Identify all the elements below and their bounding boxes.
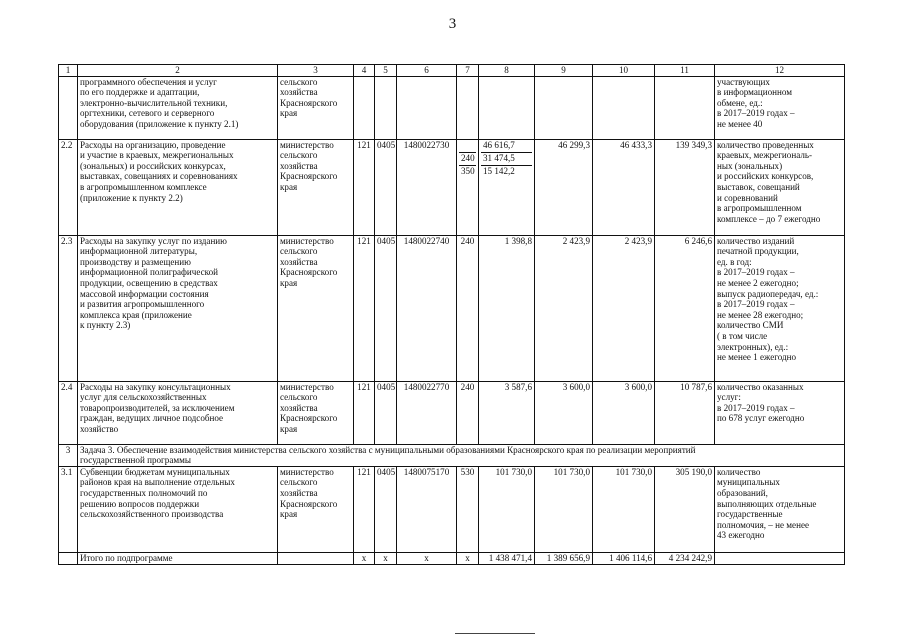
total-2017: 1 438 471,4 <box>479 552 535 564</box>
header-cell: 10 <box>593 65 655 77</box>
header-cell: 1 <box>59 65 78 77</box>
total-x: х <box>457 552 479 564</box>
rzpr-code: 0405 <box>375 466 397 552</box>
row-number: 3 <box>59 444 78 466</box>
amount-2018: 2 423,9 <box>535 235 593 381</box>
amount-2017: 101 730,0 <box>479 466 535 552</box>
table-row <box>59 381 845 444</box>
header-cell: 5 <box>375 65 397 77</box>
amount-2017-value: 46 616,7 <box>483 139 515 150</box>
header-cell: 3 <box>278 65 354 77</box>
amount-2019: 101 730,0 <box>593 466 655 552</box>
amount-2019: 46 433,3 <box>593 139 655 235</box>
amount-2018: 46 299,3 <box>535 139 593 235</box>
vr-code: 240 <box>461 152 475 163</box>
amount-2017 <box>479 139 535 235</box>
responsible-org: министерство сельского хозяйства Красноярского края <box>278 235 354 381</box>
amount-2018: 3 600,0 <box>535 381 593 444</box>
amount-2017: 3 587,6 <box>479 381 535 444</box>
measure-name: Субвенции бюджетам муниципальных районов края на выполнение отдельных государственных полномочий по решению вопросов поддержки сельскохозяйственного производства <box>78 466 278 552</box>
amount-2019: 3 600,0 <box>593 381 655 444</box>
grbs-code: 121 <box>354 381 375 444</box>
header-cell: 12 <box>715 65 845 77</box>
subprogram-table <box>58 64 845 565</box>
result-indicator: количество изданий печатной продукции, ед. в год: в 2017–2019 годах – не менее 2 ежегодно; выпуск радиопередач, ед.: в 2017–2019 годах – не менее 28 ежегодно; количество СМИ ( в том числе электронных), ед.: не менее 1 ежегодно <box>715 235 845 381</box>
responsible-org: министерство сельского хозяйства Красноярского края <box>278 139 354 235</box>
total-x: х <box>354 552 375 564</box>
amount-total: 305 190,0 <box>655 466 715 552</box>
measure-name: Расходы на закупку услуг по изданию информационной литературы, производству и размещению информационной полиграфической продукции, освещению в средствах массовой информации состояния и развития агропромышленного комплекса края (приложение к пункту 2.3) <box>78 235 278 381</box>
result-indicator: количество муниципальных образований, выполняющих отдельные государственные полномочия, – не менее 43 ежегодно <box>715 466 845 552</box>
vr-code: 350 <box>461 165 475 176</box>
header-row <box>59 65 845 77</box>
header-cell: 8 <box>479 65 535 77</box>
csr-code: 1480022730 <box>397 139 457 235</box>
table-row <box>59 139 845 235</box>
table-row <box>59 466 845 552</box>
header-cell: 2 <box>78 65 278 77</box>
amount-total: 10 787,6 <box>655 381 715 444</box>
amount-2018: 101 730,0 <box>535 466 593 552</box>
measure-name: программного обеспечения и услуг по его поддержке и адаптации, электронно-вычислительной техники, оргтехники, сетевого и серверного оборудования (приложение к пункту 2.1) <box>78 76 278 139</box>
amount-2019: 2 423,9 <box>593 235 655 381</box>
responsible-org: министерство сельского хозяйства Красноярского края <box>278 466 354 552</box>
vr-code: 530 <box>457 466 479 552</box>
header-cell: 7 <box>457 65 479 77</box>
total-x: х <box>397 552 457 564</box>
responsible-org: сельского хозяйства Красноярского края <box>278 76 354 139</box>
result-indicator: количество проведенных краевых, межрегиональ- ных (зональных) и российских конкурсов, выставок, совещаний и соревнований в агропромышленном комплексе – до 7 ежегодно <box>715 139 845 235</box>
measure-name: Расходы на организацию, проведение и участие в краевых, межрегиональных (зональных) и российских конкурсах, выставках, совещаниях и соревнованиях в агропромышленном комплексе (приложение к пункту 2.2) <box>78 139 278 235</box>
total-2019: 1 406 114,6 <box>593 552 655 564</box>
total-2018: 1 389 656,9 <box>535 552 593 564</box>
vr-code <box>459 140 476 152</box>
task-row <box>59 444 845 466</box>
vr-code: 240 <box>457 381 479 444</box>
grbs-code: 121 <box>354 466 375 552</box>
amount-total: 139 349,3 <box>655 139 715 235</box>
csr-code: 1480022740 <box>397 235 457 381</box>
rzpr-code: 0405 <box>375 381 397 444</box>
task-title: Задача 3. Обеспечение взаимодействия министерства сельского хозяйства с муниципальными образованиями Красноярского края по реализации мероприятий государственной программы <box>78 444 845 466</box>
csr-code: 1480022770 <box>397 381 457 444</box>
row-number: 3.1 <box>59 466 78 552</box>
footer-divider <box>455 633 535 634</box>
header-cell: 9 <box>535 65 593 77</box>
row-number: 2.4 <box>59 381 78 444</box>
amount-2017: 1 398,8 <box>479 235 535 381</box>
header-cell: 6 <box>397 65 457 77</box>
result-indicator: количество оказанных услуг: в 2017–2019 годах – по 678 услуг ежегодно <box>715 381 845 444</box>
header-cell: 11 <box>655 65 715 77</box>
responsible-org: министерство сельского хозяйства Красноярского края <box>278 381 354 444</box>
row-number: 2.3 <box>59 235 78 381</box>
total-row <box>59 552 845 564</box>
rzpr-code: 0405 <box>375 139 397 235</box>
table-row <box>59 235 845 381</box>
vr-codes <box>457 139 479 235</box>
total-x: х <box>375 552 397 564</box>
grbs-code: 121 <box>354 235 375 381</box>
measure-name: Расходы на закупку консультационных услуг для сельскохозяйственных товаропроизводителей, за исключением граждан, ведущих личное подсобное хозяйство <box>78 381 278 444</box>
csr-code: 1480075170 <box>397 466 457 552</box>
vr-code: 240 <box>457 235 479 381</box>
amount-2017-value: 31 474,5 <box>481 152 532 165</box>
amount-2017-value: 15 142,2 <box>481 165 532 178</box>
table-row <box>59 76 845 139</box>
total-all: 4 234 242,9 <box>655 552 715 564</box>
row-number: 2.2 <box>59 139 78 235</box>
amount-total: 6 246,6 <box>655 235 715 381</box>
page-number: 3 <box>448 16 457 32</box>
grbs-code: 121 <box>354 139 375 235</box>
total-label: Итого по подпрограмме <box>78 552 278 564</box>
header-cell: 4 <box>354 65 375 77</box>
rzpr-code: 0405 <box>375 235 397 381</box>
result-indicator: участвующих в информационном обмене, ед.: в 2017–2019 годах – не менее 40 <box>715 76 845 139</box>
